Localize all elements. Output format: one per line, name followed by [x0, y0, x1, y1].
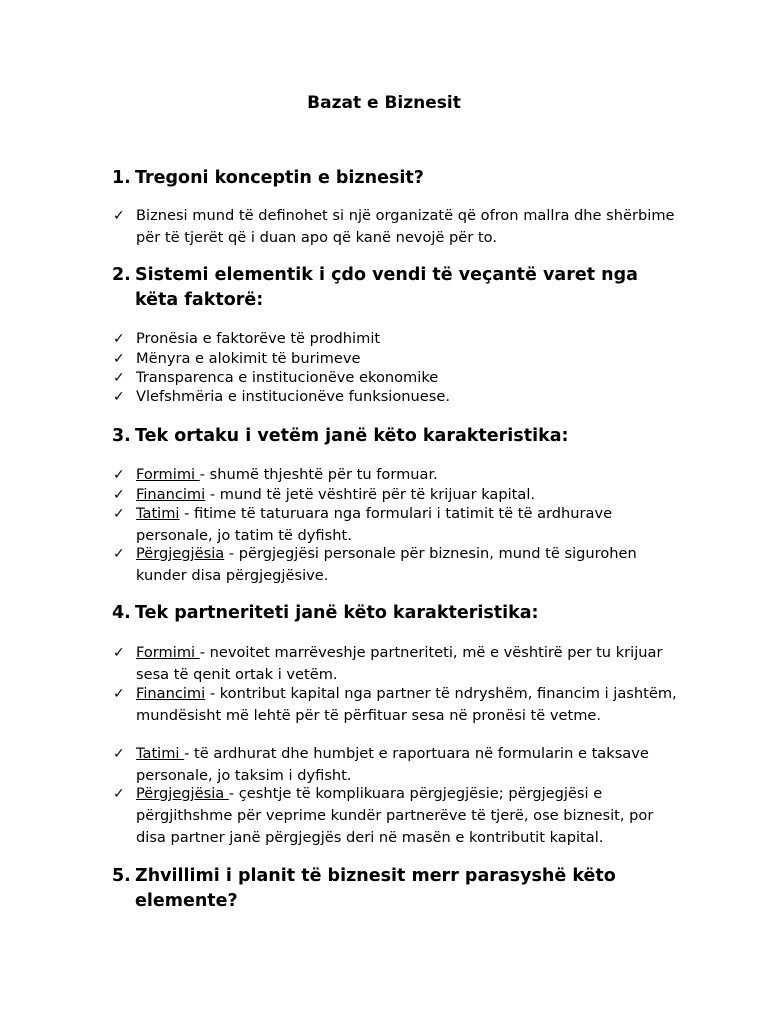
item-text: - nevoitet marrëveshje partneriteti, më e vështirë per tu krijuar sesa të qenit ortak i vetëm. — [136, 644, 663, 683]
list-item — [113, 464, 678, 486]
checkmark-icon: ✓ — [113, 645, 125, 661]
section-title: Tregoni konceptin e biznesit? — [135, 168, 424, 188]
section-1-heading — [112, 166, 672, 191]
item-term: Tatimi — [136, 745, 185, 762]
item-term: Financimi — [136, 486, 206, 503]
item-term: Formimi — [136, 644, 200, 661]
list-item — [113, 743, 678, 787]
list-item — [113, 642, 678, 686]
list-item — [113, 783, 678, 849]
item-text: Biznesi mund të definohet si një organizatë që ofron mallra dhe shërbime për të tjerët që i duan apo që kanë nevojë për to. — [136, 207, 675, 246]
list-item — [113, 386, 678, 408]
section-title: Zhvillimi i planit të biznesit merr parasyshë këto elemente? — [135, 866, 616, 911]
item-text: Mënyra e alokimit të burimeve — [136, 350, 361, 367]
item-term: Përgjegjësia — [136, 785, 229, 802]
item-term: Tatimi — [136, 505, 180, 522]
checkmark-icon: ✓ — [113, 546, 125, 562]
item-text: - shumë thjeshtë për tu formuar. — [199, 466, 438, 483]
section-number: 4. — [112, 603, 131, 623]
checkmark-icon: ✓ — [113, 389, 125, 405]
item-text: - mund të jetë vështirë për të krijuar kapital. — [205, 486, 536, 503]
checkmark-icon: ✓ — [113, 746, 125, 762]
section-5-heading — [112, 864, 672, 914]
section-number: 1. — [112, 168, 131, 188]
checkmark-icon: ✓ — [113, 370, 125, 386]
item-term: Formimi — [136, 466, 200, 483]
checkmark-icon: ✓ — [113, 487, 125, 503]
item-text: - fitime të taturuara nga formulari i tatimit të të ardhurave personale, jo tatim të dyfisht. — [136, 505, 613, 544]
section-number: 2. — [112, 265, 131, 285]
checkmark-icon: ✓ — [113, 331, 125, 347]
section-3-heading — [112, 424, 672, 449]
section-title: Tek ortaku i vetëm janë këto karakteristika: — [135, 426, 569, 446]
section-4-heading — [112, 601, 672, 626]
section-title: Tek partneriteti janë këto karakteristika: — [135, 603, 539, 623]
list-item — [113, 503, 678, 547]
item-text: Transparenca e institucionëve ekonomike — [136, 369, 439, 386]
section-2-heading — [112, 263, 672, 313]
section-number: 5. — [112, 866, 131, 886]
document-title: Bazat e Biznesit — [307, 93, 461, 113]
list-item — [113, 328, 678, 350]
checkmark-icon: ✓ — [113, 506, 125, 522]
item-text: Pronësia e faktorëve të prodhimit — [136, 330, 381, 347]
item-text: - kontribut kapital nga partner të ndryshëm, financim i jashtëm, mundësisht më lehtë për të përfituar sesa në pronësi të vetme. — [136, 685, 677, 724]
item-text: - përgjegjësi personale për biznesin, mund të sigurohen kunder disa përgjegjësive. — [136, 545, 637, 584]
list-item — [113, 543, 678, 587]
item-term: Financimi — [136, 685, 206, 702]
item-text: Vlefshmëria e institucionëve funksionuese. — [136, 388, 450, 405]
section-title: Sistemi elementik i çdo vendi të veçantë varet nga këta faktorë: — [135, 265, 638, 310]
checkmark-icon: ✓ — [113, 786, 125, 802]
item-term: Përgjegjësia — [136, 545, 225, 562]
item-text: - të ardhurat dhe humbjet e raportuara në formularin e taksave personale, jo taksim i dyfisht. — [136, 745, 649, 784]
checkmark-icon: ✓ — [113, 467, 125, 483]
section-number: 3. — [112, 426, 131, 446]
list-item — [113, 683, 678, 727]
checkmark-icon: ✓ — [113, 351, 125, 367]
checkmark-icon: ✓ — [113, 208, 125, 224]
list-item — [113, 205, 678, 249]
item-text: - çeshtje të komplikuara përgjegjësie; përgjegjësi e përgjithshme për veprime kundër partnerëve të tjerë, ose biznesit, por disa partner janë përgjegjës deri në masën e kontributit kapital. — [136, 785, 654, 846]
checkmark-icon: ✓ — [113, 686, 125, 702]
